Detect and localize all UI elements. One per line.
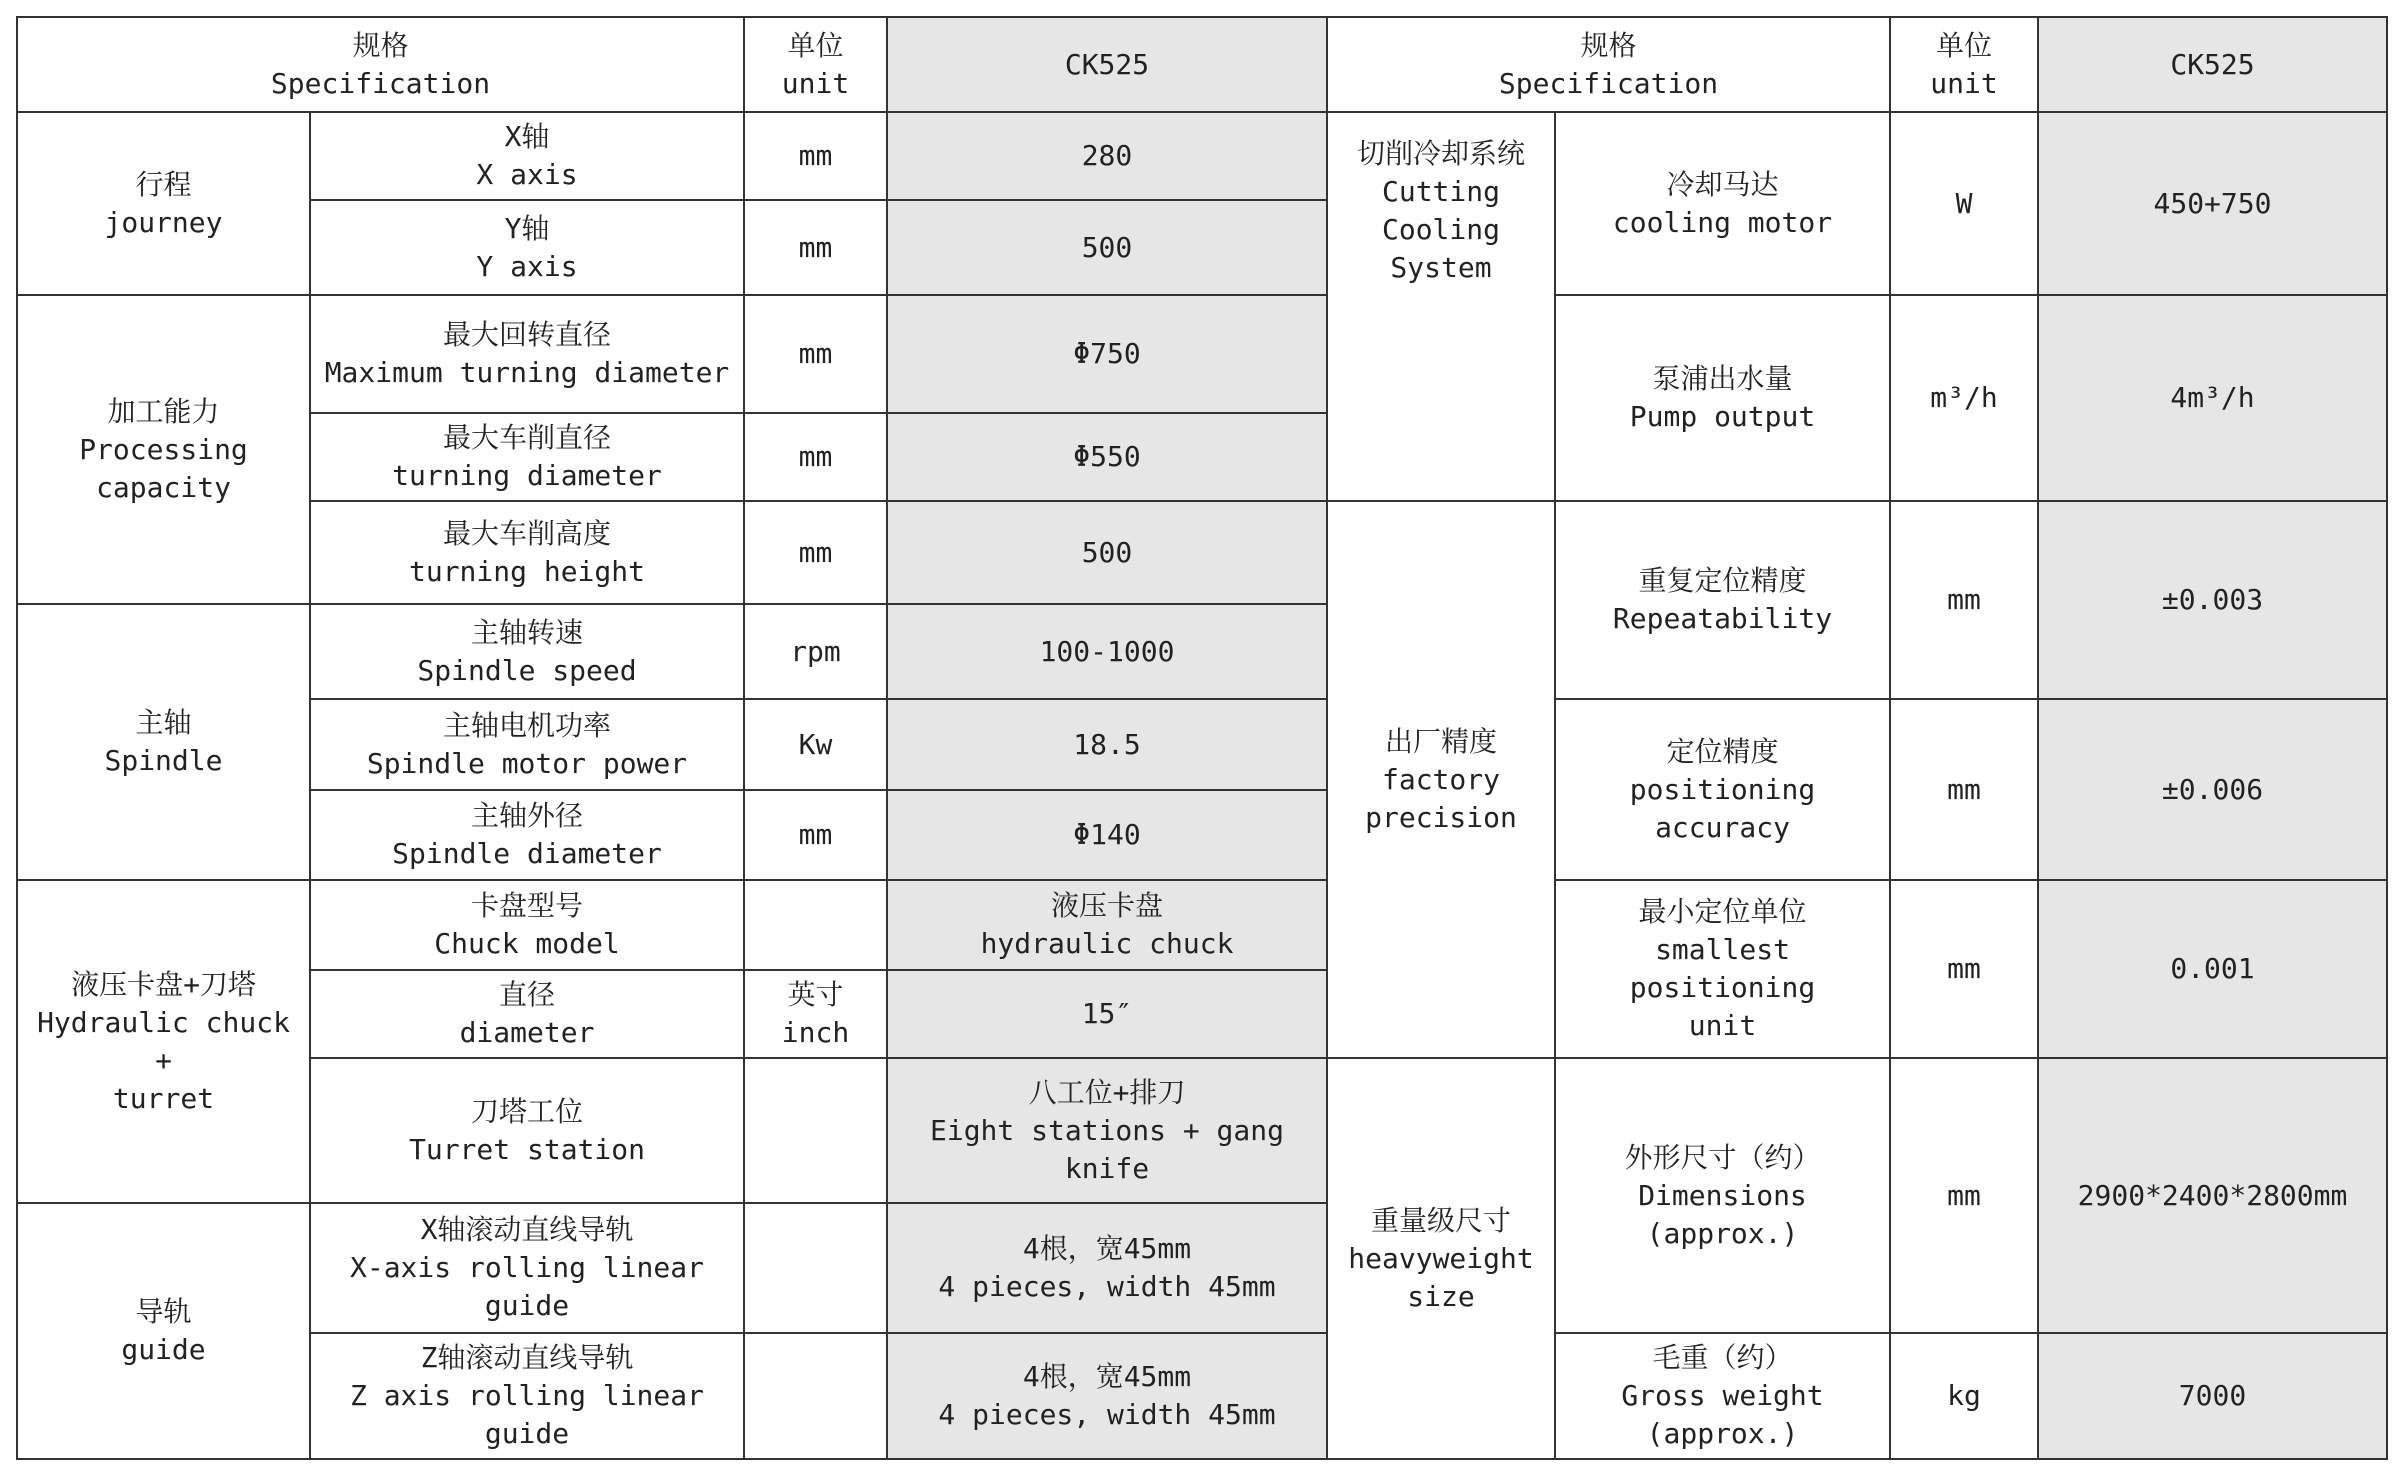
item-spindle-motor-power: 主轴电机功率 Spindle motor power bbox=[310, 699, 744, 790]
value-cell: 液压卡盘 hydraulic chuck bbox=[887, 880, 1327, 970]
item-turning-diameter: 最大车削直径 turning diameter bbox=[310, 413, 744, 501]
item-diameter: 直径 diameter bbox=[310, 970, 744, 1058]
item-pump-output: 泵浦出水量 Pump output bbox=[1555, 295, 1890, 501]
item-smallest-positioning-unit: 最小定位单位 smallest positioning unit bbox=[1555, 880, 1890, 1058]
value-cell: 500 bbox=[887, 200, 1327, 295]
group-cooling: 切削冷却系统 Cutting Cooling System bbox=[1327, 112, 1555, 501]
unit-cell: mm bbox=[1890, 699, 2038, 880]
header-spec-right: 规格 Specification bbox=[1327, 17, 1890, 112]
header-spec-left: 规格 Specification bbox=[17, 17, 744, 112]
item-x-axis-guide: X轴滚动直线导轨 X-axis rolling linear guide bbox=[310, 1203, 744, 1333]
value-cell: 500 bbox=[887, 501, 1327, 604]
header-row bbox=[17, 17, 2387, 112]
table-row bbox=[17, 880, 2387, 970]
group-weight-size: 重量级尺寸 heavyweight size bbox=[1327, 1058, 1555, 1459]
unit-cell: rpm bbox=[744, 604, 887, 699]
table-row bbox=[17, 112, 2387, 200]
unit-cell: mm bbox=[1890, 501, 2038, 699]
header-unit-right: 单位 unit bbox=[1890, 17, 2038, 112]
header-model-right: CK525 bbox=[2038, 17, 2387, 112]
unit-cell: m³/h bbox=[1890, 295, 2038, 501]
item-z-axis-guide: Z轴滚动直线导轨 Z axis rolling linear guide bbox=[310, 1333, 744, 1459]
unit-cell: 英寸 inch bbox=[744, 970, 887, 1058]
item-x-axis: X轴 X axis bbox=[310, 112, 744, 200]
item-spindle-speed: 主轴转速 Spindle speed bbox=[310, 604, 744, 699]
value-cell: Φ140 bbox=[887, 790, 1327, 880]
value-cell: Φ550 bbox=[887, 413, 1327, 501]
value-cell: Φ750 bbox=[887, 295, 1327, 413]
item-spindle-diameter: 主轴外径 Spindle diameter bbox=[310, 790, 744, 880]
group-guide: 导轨 guide bbox=[17, 1203, 310, 1459]
value-cell: ±0.003 bbox=[2038, 501, 2387, 699]
item-repeatability: 重复定位精度 Repeatability bbox=[1555, 501, 1890, 699]
value-cell: 0.001 bbox=[2038, 880, 2387, 1058]
value-cell: 4根，宽45mm 4 pieces, width 45mm bbox=[887, 1203, 1327, 1333]
group-journey: 行程 journey bbox=[17, 112, 310, 295]
table-row bbox=[17, 1333, 2387, 1459]
value-cell: 18.5 bbox=[887, 699, 1327, 790]
item-turning-height: 最大车削高度 turning height bbox=[310, 501, 744, 604]
group-spindle: 主轴 Spindle bbox=[17, 604, 310, 880]
unit-cell bbox=[744, 880, 887, 970]
item-positioning-accuracy: 定位精度 positioning accuracy bbox=[1555, 699, 1890, 880]
group-processing: 加工能力 Processing capacity bbox=[17, 295, 310, 604]
unit-cell: mm bbox=[744, 200, 887, 295]
value-cell: 450+750 bbox=[2038, 112, 2387, 295]
unit-cell: mm bbox=[744, 295, 887, 413]
item-max-turning-diameter: 最大回转直径 Maximum turning diameter bbox=[310, 295, 744, 413]
item-y-axis: Y轴 Y axis bbox=[310, 200, 744, 295]
unit-cell: W bbox=[1890, 112, 2038, 295]
unit-cell: mm bbox=[744, 112, 887, 200]
unit-cell bbox=[744, 1058, 887, 1203]
value-cell: ±0.006 bbox=[2038, 699, 2387, 880]
value-cell: 7000 bbox=[2038, 1333, 2387, 1459]
value-cell: 100-1000 bbox=[887, 604, 1327, 699]
value-cell: 15″ bbox=[887, 970, 1327, 1058]
item-dimensions: 外形尺寸（约） Dimensions (approx.) bbox=[1555, 1058, 1890, 1333]
item-cooling-motor: 冷却马达 cooling motor bbox=[1555, 112, 1890, 295]
unit-cell: mm bbox=[1890, 880, 2038, 1058]
unit-cell: kg bbox=[1890, 1333, 2038, 1459]
unit-cell: mm bbox=[1890, 1058, 2038, 1333]
unit-cell bbox=[744, 1333, 887, 1459]
group-precision: 出厂精度 factory precision bbox=[1327, 501, 1555, 1058]
value-cell: 280 bbox=[887, 112, 1327, 200]
value-cell: 2900*2400*2800mm bbox=[2038, 1058, 2387, 1333]
unit-cell bbox=[744, 1203, 887, 1333]
header-model-left: CK525 bbox=[887, 17, 1327, 112]
table-row bbox=[17, 1058, 2387, 1203]
table-row bbox=[17, 699, 2387, 790]
value-cell: 4根，宽45mm 4 pieces, width 45mm bbox=[887, 1333, 1327, 1459]
table-row bbox=[17, 501, 2387, 604]
unit-cell: Kw bbox=[744, 699, 887, 790]
group-chuck-turret: 液压卡盘+刀塔 Hydraulic chuck + turret bbox=[17, 880, 310, 1203]
table-row bbox=[17, 295, 2387, 413]
header-unit-left: 单位 unit bbox=[744, 17, 887, 112]
unit-cell: mm bbox=[744, 413, 887, 501]
value-cell: 4m³/h bbox=[2038, 295, 2387, 501]
unit-cell: mm bbox=[744, 501, 887, 604]
value-cell: 八工位+排刀 Eight stations + gang knife bbox=[887, 1058, 1327, 1203]
item-chuck-model: 卡盘型号 Chuck model bbox=[310, 880, 744, 970]
spec-table bbox=[16, 16, 2388, 1460]
unit-cell: mm bbox=[744, 790, 887, 880]
item-turret-station: 刀塔工位 Turret station bbox=[310, 1058, 744, 1203]
item-gross-weight: 毛重（约） Gross weight (approx.) bbox=[1555, 1333, 1890, 1459]
